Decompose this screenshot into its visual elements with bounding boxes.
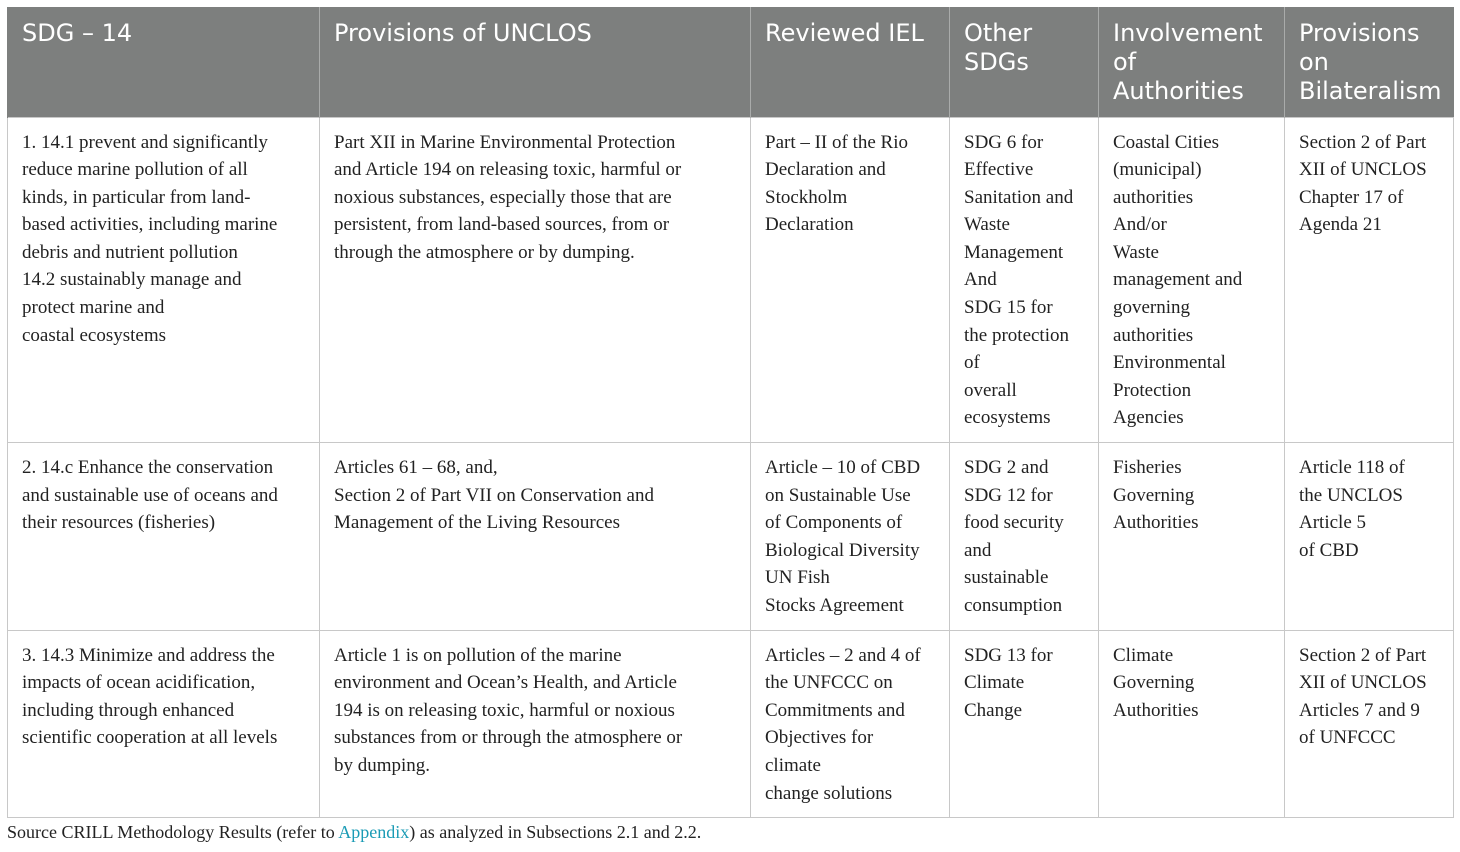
cell-line: Chapter 17 of xyxy=(1299,186,1404,208)
header-bilateralism xyxy=(1285,7,1454,117)
cell-line: through the atmosphere or by dumping. xyxy=(334,241,635,263)
header-line: of xyxy=(1113,48,1137,76)
cell-line: SDG 13 for xyxy=(964,644,1053,666)
cell-line: Authorities xyxy=(1113,512,1199,534)
sdg-target-cell xyxy=(8,117,320,443)
cell-line: Article – 10 of CBD xyxy=(765,457,921,479)
cell-line: Protection xyxy=(1113,379,1192,401)
header-line: Reviewed IEL xyxy=(765,19,924,47)
cell-line: Objectives for xyxy=(765,727,874,749)
cell-line: Articles – 2 and 4 of xyxy=(765,644,921,666)
cell-line: debris and nutrient pollution xyxy=(22,241,238,263)
bilateralism-cell xyxy=(1285,443,1454,631)
reviewed-iel-cell xyxy=(751,630,950,818)
header-sdg14 xyxy=(8,7,320,117)
cell-line: of UNFCCC xyxy=(1299,727,1396,749)
cell-line: Section 2 of Part VII on Conservation and xyxy=(334,484,654,506)
cell-line: coastal ecosystems xyxy=(22,324,167,346)
authorities-cell xyxy=(1099,443,1285,631)
cell-line: management and xyxy=(1113,269,1243,291)
cell-line: impacts of ocean acidification, xyxy=(22,672,256,694)
header-line: on xyxy=(1299,48,1329,76)
cell-line: Article 1 is on pollution of the marine xyxy=(334,644,622,666)
cell-line: Stocks Agreement xyxy=(765,595,904,616)
cell-line: Effective xyxy=(964,159,1034,181)
cell-line: and sustainable use of oceans and xyxy=(22,484,278,506)
cell-line: Change xyxy=(964,699,1023,721)
cell-line: sustainable xyxy=(964,567,1049,589)
cell-line: their resources (fisheries) xyxy=(22,512,216,534)
cell-line: SDG 2 and xyxy=(964,457,1049,479)
header-unclos xyxy=(320,7,751,117)
table-row xyxy=(8,117,1454,443)
header-line: Other xyxy=(964,19,1033,47)
sdg-target-cell xyxy=(8,443,320,631)
cell-line: Article 118 of xyxy=(1299,457,1405,479)
cell-line: 194 is on releasing toxic, harmful or noxious xyxy=(334,699,675,721)
cell-line: authorities xyxy=(1113,186,1194,208)
cell-line: Articles 61 – 68, and, xyxy=(334,457,498,479)
cell-line: 1. 14.1 prevent and significantly xyxy=(22,131,268,153)
cell-line: Fisheries xyxy=(1113,457,1182,479)
cell-line: SDG 6 for xyxy=(964,131,1044,153)
cell-line: authorities xyxy=(1113,324,1194,346)
cell-line: on Sustainable Use xyxy=(765,484,911,506)
cell-line: noxious substances, especially those that are xyxy=(334,186,672,208)
header-line: SDG – 14 xyxy=(22,19,133,47)
cell-line: Biological Diversity xyxy=(765,539,920,561)
cell-line: of CBD xyxy=(1299,539,1359,561)
cell-line: Section 2 of Part xyxy=(1299,131,1427,153)
cell-line: XII of UNCLOS xyxy=(1299,672,1427,694)
cell-line: (municipal) xyxy=(1113,159,1202,181)
reviewed-iel-cell xyxy=(751,117,950,443)
cell-line: 3. 14.3 Minimize and address the xyxy=(22,644,275,666)
cell-line: food security xyxy=(964,512,1064,534)
header-row xyxy=(8,7,1454,117)
sdg-target-cell xyxy=(8,630,320,818)
table-row xyxy=(8,443,1454,631)
header-line: Bilateralism xyxy=(1299,77,1442,105)
table-row xyxy=(8,630,1454,818)
cell-line: of xyxy=(964,352,980,374)
cell-line: 2. 14.c Enhance the conservation xyxy=(22,457,274,479)
cell-line: Climate xyxy=(1113,644,1174,666)
cell-line: And xyxy=(964,269,997,291)
header-line: Involvement xyxy=(1113,19,1263,47)
cell-line: Articles 7 and 9 xyxy=(1299,699,1420,721)
source-note xyxy=(7,822,701,843)
cell-line: including through enhanced xyxy=(22,699,235,721)
cell-line: and Article 194 on releasing toxic, harmful or xyxy=(334,159,682,181)
cell-line: Agencies xyxy=(1113,407,1184,429)
sdg-unclos-table xyxy=(7,7,1454,818)
header-line: SDGs xyxy=(964,48,1029,76)
bilateralism-cell xyxy=(1285,117,1454,443)
cell-line: climate xyxy=(765,754,821,776)
cell-line: Article 5 xyxy=(1299,512,1367,534)
cell-line: Commitments and xyxy=(765,699,905,721)
cell-line: Section 2 of Part xyxy=(1299,644,1427,666)
cell-line: reduce marine pollution of all xyxy=(22,159,248,181)
cell-line: Stockholm xyxy=(765,186,848,208)
cell-line: change solutions xyxy=(765,782,893,804)
cell-line: Part XII in Marine Environmental Protection xyxy=(334,131,676,153)
cell-line: Governing xyxy=(1113,484,1195,506)
bilateralism-cell xyxy=(1285,630,1454,818)
cell-line: 14.2 sustainably manage and xyxy=(22,269,242,291)
other-sdgs-cell xyxy=(950,443,1099,631)
cell-line: by dumping. xyxy=(334,754,431,776)
cell-line: Management xyxy=(964,241,1064,263)
cell-line: Environmental xyxy=(1113,352,1226,374)
cell-line: the protection xyxy=(964,324,1069,346)
unclos-provision-cell xyxy=(320,443,751,631)
cell-line: kinds, in particular from land- xyxy=(22,186,251,208)
cell-line: SDG 12 for xyxy=(964,484,1053,506)
cell-line: the UNFCCC on xyxy=(765,672,893,694)
cell-line: protect marine and xyxy=(22,297,165,319)
source-suffix: ) as analyzed in Subsections 2.1 and 2.2. xyxy=(409,822,702,842)
cell-line: Waste xyxy=(1113,241,1159,263)
table-container xyxy=(7,7,1453,818)
cell-line: consumption xyxy=(964,595,1063,616)
reviewed-iel-cell xyxy=(751,443,950,631)
cell-line: ecosystems xyxy=(964,407,1051,429)
cell-line: persistent, from land-based sources, from or xyxy=(334,214,670,236)
cell-line: substances from or through the atmosphere or xyxy=(334,727,683,749)
authorities-cell xyxy=(1099,630,1285,818)
cell-line: Declaration and xyxy=(765,159,886,181)
unclos-provision-cell xyxy=(320,117,751,443)
cell-line: Sanitation and xyxy=(964,186,1074,208)
header-line: Authorities xyxy=(1113,77,1244,105)
header-line: Provisions of UNCLOS xyxy=(334,19,592,47)
other-sdgs-cell xyxy=(950,630,1099,818)
cell-line: based activities, including marine xyxy=(22,214,278,236)
header-line: Provisions xyxy=(1299,19,1420,47)
cell-line: Management of the Living Resources xyxy=(334,512,620,534)
cell-line: governing xyxy=(1113,297,1191,319)
cell-line: of Components of xyxy=(765,512,903,534)
cell-line: scientific cooperation at all levels xyxy=(22,727,278,749)
cell-line: Authorities xyxy=(1113,699,1199,721)
cell-line: Climate xyxy=(964,672,1025,694)
authorities-cell xyxy=(1099,117,1285,443)
cell-line: environment and Ocean’s Health, and Article xyxy=(334,672,677,694)
cell-line: the UNCLOS xyxy=(1299,484,1403,506)
cell-line: UN Fish xyxy=(765,567,830,589)
cell-line: Part – II of the Rio xyxy=(765,131,909,153)
header-authorities xyxy=(1099,7,1285,117)
cell-line: SDG 15 for xyxy=(964,297,1053,319)
cell-line: Waste xyxy=(964,214,1010,236)
cell-line: Coastal Cities xyxy=(1113,131,1220,153)
cell-line: Governing xyxy=(1113,672,1195,694)
cell-line: overall xyxy=(964,379,1017,401)
cell-line: XII of UNCLOS xyxy=(1299,159,1427,181)
unclos-provision-cell xyxy=(320,630,751,818)
cell-line: And/or xyxy=(1113,214,1167,236)
cell-line: Agenda 21 xyxy=(1299,214,1382,236)
header-reviewed-iel xyxy=(751,7,950,117)
appendix-link[interactable]: Appendix xyxy=(338,822,410,842)
other-sdgs-cell xyxy=(950,117,1099,443)
source-prefix: Source CRILL Methodology Results (refer to xyxy=(7,822,339,842)
header-other-sdgs xyxy=(950,7,1099,117)
cell-line: and xyxy=(964,539,992,561)
cell-line: Declaration xyxy=(765,214,854,236)
